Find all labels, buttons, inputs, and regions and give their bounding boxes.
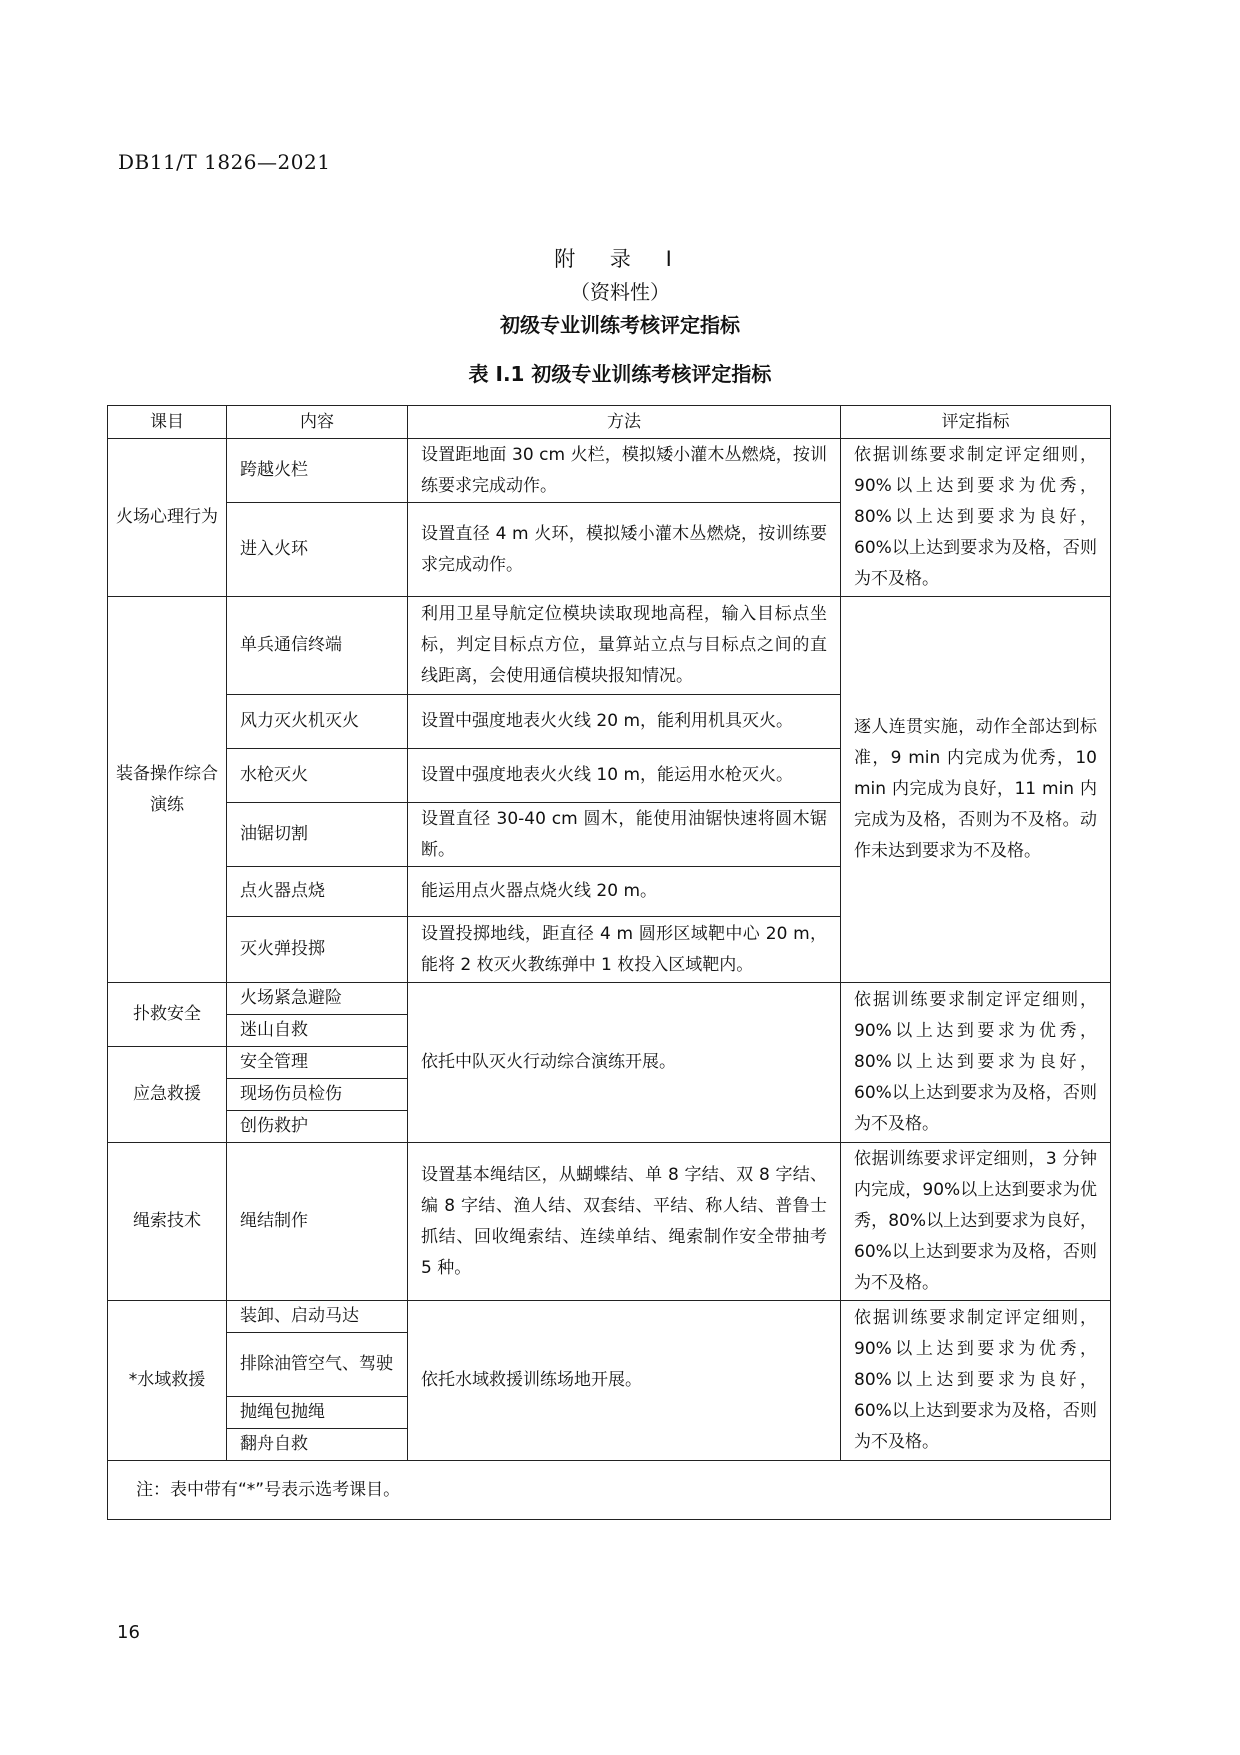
method-cell: 依托中队灭火行动综合演练开展。 [408,983,841,1143]
table-note-row [108,1461,1111,1520]
header-content: 内容 [227,406,408,439]
content-cell: 进入火环 [227,503,408,597]
method-cell: 利用卫星导航定位模块读取现地高程，输入目标点坐标，判定目标点方位，量算站立点与目标点之间的直线距离，会使用通信模块报知情况。 [408,597,841,695]
annex-label: 附 录 I [554,247,686,271]
header-criteria: 评定指标 [841,406,1111,439]
content-cell: 风力灭火机灭火 [227,695,408,749]
criteria-cell: 依据训练要求评定细则，3 分钟内完成，90%以上达到要求为优秀，80%以上达到要求为良好，60%以上达到要求为及格，否则为不及格。 [841,1143,1111,1301]
content-cell: 绳结制作 [227,1143,408,1301]
content-cell: 跨越火栏 [227,439,408,503]
method-cell: 能运用点火器点烧火线 20 m。 [408,867,841,917]
method-cell: 设置中强度地表火火线 20 m，能利用机具灭火。 [408,695,841,749]
category-cell: 装备操作综合演练 [108,597,227,983]
category-cell: 应急救援 [108,1047,227,1143]
content-cell: 水枪灭火 [227,749,408,803]
method-cell: 设置距地面 30 cm 火栏，模拟矮小灌木丛燃烧，按训练要求完成动作。 [408,439,841,503]
table-header-row [108,406,1111,439]
content-cell: 安全管理 [227,1047,408,1079]
criteria-cell: 逐人连贯实施，动作全部达到标准，9 min 内完成为优秀，10 min 内完成为良好，11 min 内完成为及格，否则为不及格。动作未达到要求为不及格。 [841,597,1111,983]
table-caption: 表 I.1 初级专业训练考核评定指标 [468,362,772,386]
header-method: 方法 [408,406,841,439]
annex-title: 初级专业训练考核评定指标 [500,313,740,337]
table-row [108,597,1111,695]
content-cell: 灭火弹投掷 [227,917,408,983]
table-row [108,983,1111,1015]
table-note: 注：表中带有“*”号表示选考课目。 [108,1461,1111,1520]
category-cell: 火场心理行为 [108,439,227,597]
method-cell: 设置投掷地线，距直径 4 m 圆形区域靶中心 20 m，能将 2 枚灭火教练弹中 1 枚投入区域靶内。 [408,917,841,983]
content-cell: 单兵通信终端 [227,597,408,695]
method-cell: 设置直径 30-40 cm 圆木，能使用油锯快速将圆木锯断。 [408,803,841,867]
content-cell: 迷山自救 [227,1015,408,1047]
table-row [108,1301,1111,1333]
content-cell: 翻舟自救 [227,1429,408,1461]
content-cell: 创伤救护 [227,1111,408,1143]
content-cell: 油锯切割 [227,803,408,867]
content-cell: 现场伤员检伤 [227,1079,408,1111]
category-cell: *水域救援 [108,1301,227,1461]
category-cell: 绳索技术 [108,1143,227,1301]
content-cell: 抛绳包抛绳 [227,1397,408,1429]
table-row [108,1143,1111,1301]
content-cell: 火场紧急避险 [227,983,408,1015]
assessment-table [107,405,1111,1520]
method-cell: 设置基本绳结区，从蝴蝶结、单 8 字结、双 8 字结、编 8 字结、渔人结、双套结、平结、称人结、普鲁士抓结、回收绳索结、连续单结、绳索制作安全带抽考 5 种。 [408,1143,841,1301]
content-cell: 点火器点烧 [227,867,408,917]
method-cell: 依托水域救援训练场地开展。 [408,1301,841,1461]
annex-nature: （资料性） [570,280,670,304]
criteria-cell: 依据训练要求制定评定细则，90%以上达到要求为优秀，80%以上达到要求为良好，60%以上达到要求为及格，否则为不及格。 [841,983,1111,1143]
category-cell: 扑救安全 [108,983,227,1047]
table-row [108,439,1111,503]
criteria-cell: 依据训练要求制定评定细则，90%以上达到要求为优秀，80%以上达到要求为良好，60%以上达到要求为及格，否则为不及格。 [841,1301,1111,1461]
page-number: 16 [117,1622,140,1643]
document-number: DB11/T 1826—2021 [118,150,331,174]
method-cell: 设置直径 4 m 火环，模拟矮小灌木丛燃烧，按训练要求完成动作。 [408,503,841,597]
header-subject: 课目 [108,406,227,439]
criteria-cell: 依据训练要求制定评定细则，90%以上达到要求为优秀，80%以上达到要求为良好，60%以上达到要求为及格，否则为不及格。 [841,439,1111,597]
content-cell: 排除油管空气、驾驶 [227,1333,408,1397]
content-cell: 装卸、启动马达 [227,1301,408,1333]
method-cell: 设置中强度地表火火线 10 m，能运用水枪灭火。 [408,749,841,803]
